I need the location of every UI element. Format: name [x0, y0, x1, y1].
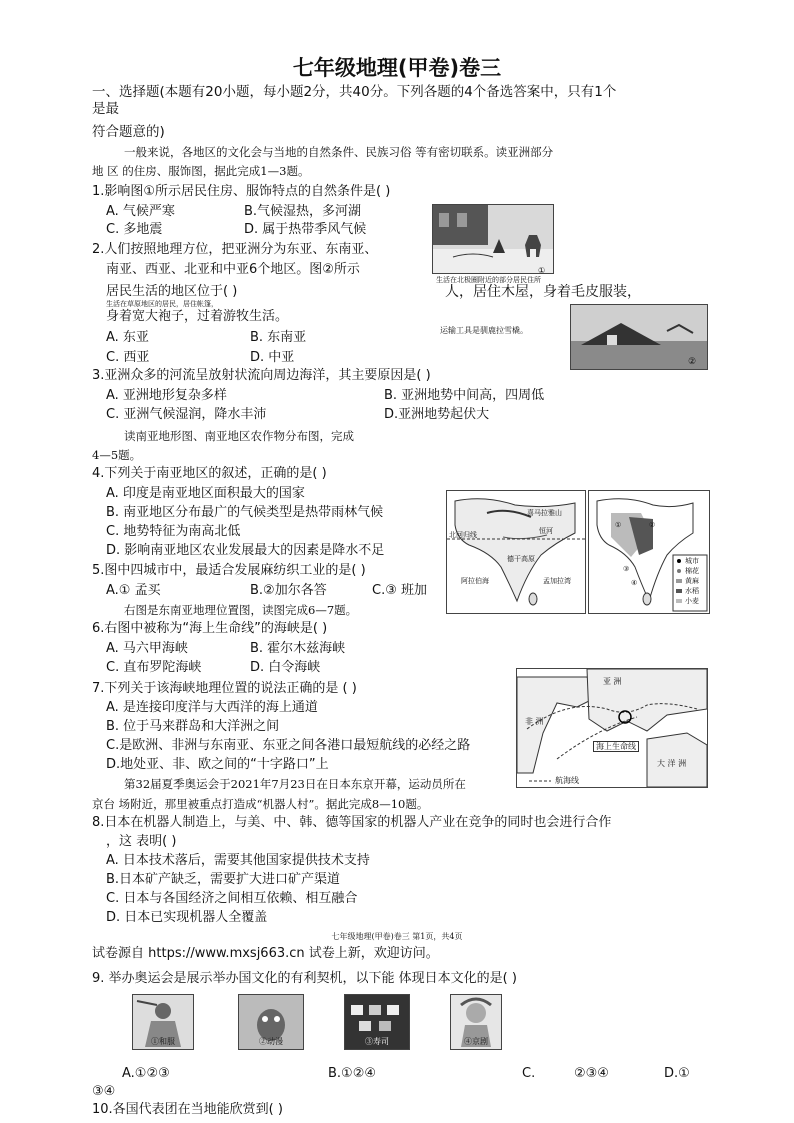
q9-option-c-value[interactable]: ②③④ — [574, 1066, 609, 1081]
map2-city-3: ③ — [623, 565, 630, 573]
intro-text: 第32届夏季奥运会于2021年7月23日在日本东京开幕，运动员所在 — [124, 777, 466, 791]
map1-label-arabian-sea: 阿拉伯海 — [461, 577, 489, 585]
map1-label-ganges: 恒河 — [539, 527, 553, 535]
question-10-stem: 10.各国代表团在当地能欣赏到( ) — [92, 1102, 283, 1117]
photo2-small-caption: 生活在草原地区的居民，居住帐篷， — [106, 300, 218, 308]
map-south-asia-terrain — [446, 490, 586, 614]
q9-option-d-cont[interactable]: ③④ — [92, 1084, 116, 1099]
q3-option-b[interactable]: B. 亚洲地势中间高，四周低 — [384, 388, 545, 403]
q6-option-a[interactable]: A. 马六甲海峡 — [106, 641, 188, 656]
q3-option-c[interactable]: C. 亚洲气候湿润，降水丰沛 — [106, 407, 267, 422]
q9-option-b[interactable]: B.①②④ — [328, 1066, 377, 1081]
q6-option-c[interactable]: C. 直布罗陀海峡 — [106, 660, 202, 675]
pic-sushi — [344, 994, 410, 1050]
map3-legend-lifeline: 海上生命线 — [593, 741, 639, 752]
page-footer: 七年级地理(甲卷)卷三 第1页，共4页 — [331, 932, 463, 941]
intro-text: 地 区 的住房、服饰图，据此完成1—3题。 — [92, 164, 310, 178]
q8-option-b[interactable]: B.日本矿产缺乏，需要扩大进口矿产渠道 — [106, 872, 341, 887]
question-8-stem: 8.日本在机器人制造上，与美、中、韩、德等国家的机器人产业在竞争的同时也会进行合作 — [92, 815, 612, 830]
map2-legend-wheat: 小麦 — [685, 597, 699, 605]
q3-option-d[interactable]: D.亚洲地势起伏大 — [384, 407, 490, 422]
question-9-stem: 9. 举办奥运会是展示举办国文化的有利契机，以下能 体现日本文化的是( ) — [92, 971, 517, 986]
photo2-caption: 运输工具是驯鹿拉雪橇。 — [440, 326, 528, 335]
q5-option-c[interactable]: C.③ 班加 — [372, 583, 427, 598]
photo-arctic-dwelling — [432, 204, 554, 274]
q8-option-c[interactable]: C. 日本与各国经济之间相互依赖、相互融合 — [106, 891, 358, 906]
question-4-stem: 4.下列关于南亚地区的叙述，正确的是( ) — [92, 466, 327, 481]
q2-option-d[interactable]: D. 中亚 — [250, 350, 295, 365]
map2-city-1: ① — [615, 521, 622, 529]
source-line: 试卷源自 https://www.mxsj663.cn 试卷上新，欢迎访问。 — [92, 946, 439, 961]
intro-text: 京台 场附近，那里被重点打造成“机器人村”。据此完成8—10题。 — [92, 797, 429, 811]
q8-option-a[interactable]: A. 日本技术落后，需要其他国家提供技术支持 — [106, 853, 370, 868]
map2-legend-jute: 黄麻 — [685, 577, 699, 585]
question-2-stem: 居民生活的地区位于( ) — [106, 284, 238, 299]
map1-label-himalaya: 喜马拉雅山 — [527, 509, 562, 517]
question-1-stem: 1.影响图①所示居民住房、服饰特点的自然条件是( ) — [92, 184, 391, 199]
q2-option-c[interactable]: C. 西亚 — [106, 350, 150, 365]
question-2-stem: 南亚、西亚、北亚和中亚6个地区。图②所示 — [106, 262, 360, 277]
q9-option-a[interactable]: A.①②③ — [122, 1066, 170, 1081]
map2-legend-city: 城市 — [685, 557, 699, 565]
section-heading: 一、选择题(本题有20小题，每小题2分，共40分。下列各题的4个备选答案中，只有1个 — [92, 84, 617, 100]
map1-label-tropic: 北回归线 — [449, 531, 477, 539]
map-south-asia-crops — [588, 490, 710, 614]
map2-legend-cotton: 棉花 — [685, 567, 699, 575]
q2-option-a[interactable]: A. 东亚 — [106, 330, 149, 345]
map-southeast-asia-shipping — [516, 668, 708, 788]
photo2-number: ② — [688, 357, 697, 367]
q1-option-d[interactable]: D. 属于热带季风气候 — [244, 222, 367, 237]
map3-label-africa: 非 洲 — [525, 717, 544, 726]
q7-option-a[interactable]: A. 是连接印度洋与大西洋的海上通道 — [106, 700, 318, 715]
map2-city-4: ④ — [631, 579, 638, 587]
q3-option-a[interactable]: A. 亚洲地形复杂多样 — [106, 388, 227, 403]
question-3-stem: 3.亚洲众多的河流呈放射状流向周边海洋，其主要原因是( ) — [92, 368, 431, 383]
map1-label-deccan: 德干高原 — [507, 555, 535, 563]
map3-legend-route: 航海线 — [555, 776, 579, 785]
question-7-stem: 7.下列关于该海峡地理位置的说法正确的是 ( ) — [92, 681, 357, 696]
photo1-number: ① — [538, 266, 546, 275]
intro-text: 右图是东南亚地理位置图，读图完成6—7题。 — [124, 603, 358, 617]
q1-option-a[interactable]: A. 气候严寒 — [106, 204, 175, 219]
section-heading-cont: 是最 — [92, 101, 119, 117]
q4-option-c[interactable]: C. 地势特征为南高北低 — [106, 524, 241, 539]
question-5-stem: 5.图中四城市中，最适合发展麻纺织工业的是( ) — [92, 563, 366, 578]
pic-kimono — [132, 994, 194, 1050]
q4-option-a[interactable]: A. 印度是南亚地区面积最大的国家 — [106, 486, 305, 501]
q7-option-d[interactable]: D.地处亚、非、欧之间的“十字路口”上 — [106, 757, 329, 772]
map3-label-asia: 亚 洲 — [603, 677, 622, 686]
map3-label-oceania: 大 洋 洲 — [657, 759, 687, 768]
q9-option-d[interactable]: D.① — [664, 1066, 690, 1081]
pic-caption-sushi: ③寿司 — [365, 1037, 389, 1046]
q7-option-c[interactable]: C.是欧洲、非洲与东南亚、东亚之间各港口最短航线的必经之路 — [106, 738, 471, 753]
pic-caption-opera: ④京剧 — [464, 1037, 488, 1046]
intro-text: 一般来说，各地区的文化会与当地的自然条件、民族习俗 等有密切联系。读亚洲部分 — [124, 145, 554, 159]
q1-option-c[interactable]: C. 多地震 — [106, 222, 163, 237]
intro-text: 4—5题。 — [92, 448, 142, 462]
q6-option-d[interactable]: D. 白令海峡 — [250, 660, 321, 675]
map1-label-bay-of-bengal: 孟加拉湾 — [543, 577, 571, 585]
question-8-stem: ，这 表明( ) — [106, 834, 177, 849]
q4-option-b[interactable]: B. 南亚地区分布最广的气候类型是热带雨林气候 — [106, 505, 384, 520]
question-2-stem: 身着宽大袍子，过着游牧生活。 — [106, 309, 289, 324]
photo1-text: 人，居住木屋，身着毛皮服装， — [445, 284, 641, 300]
q6-option-b[interactable]: B. 霍尔木兹海峡 — [250, 641, 346, 656]
q7-option-b[interactable]: B. 位于马来群岛和大洋洲之间 — [106, 719, 280, 734]
q9-option-c[interactable]: C. — [522, 1066, 536, 1081]
q1-option-b[interactable]: B.气候湿热，多河湖 — [244, 204, 362, 219]
pic-anime — [238, 994, 304, 1050]
section-heading-cont2: 符合题意的) — [92, 124, 165, 140]
q8-option-d[interactable]: D. 日本已实现机器人全覆盖 — [106, 910, 268, 925]
q4-option-d[interactable]: D. 影响南亚地区农业发展最大的因素是降水不足 — [106, 543, 385, 558]
q2-option-b[interactable]: B. 东南亚 — [250, 330, 307, 345]
q5-option-a[interactable]: A.① 孟买 — [106, 583, 161, 598]
question-2-stem: 2.人们按照地理方位，把亚洲分为东亚、东南亚、 — [92, 242, 378, 257]
intro-text: 读南亚地形图、南亚地区农作物分布图，完成 — [124, 429, 354, 443]
page-title: 七年级地理(甲卷)卷三 — [292, 56, 502, 80]
photo1-caption: 生活在北极圈附近的部分居民住所 — [436, 276, 541, 284]
q5-option-b[interactable]: B.②加尔各答 — [250, 583, 327, 598]
pic-caption-kimono: ①和服 — [151, 1037, 175, 1046]
map2-legend-rice: 水稻 — [685, 587, 699, 595]
pic-caption-anime: ②动漫 — [259, 1037, 283, 1046]
pic-peking-opera — [450, 994, 502, 1050]
question-6-stem: 6.右图中被称为“海上生命线”的海峡是( ) — [92, 621, 328, 636]
map2-city-2: ② — [649, 521, 656, 529]
